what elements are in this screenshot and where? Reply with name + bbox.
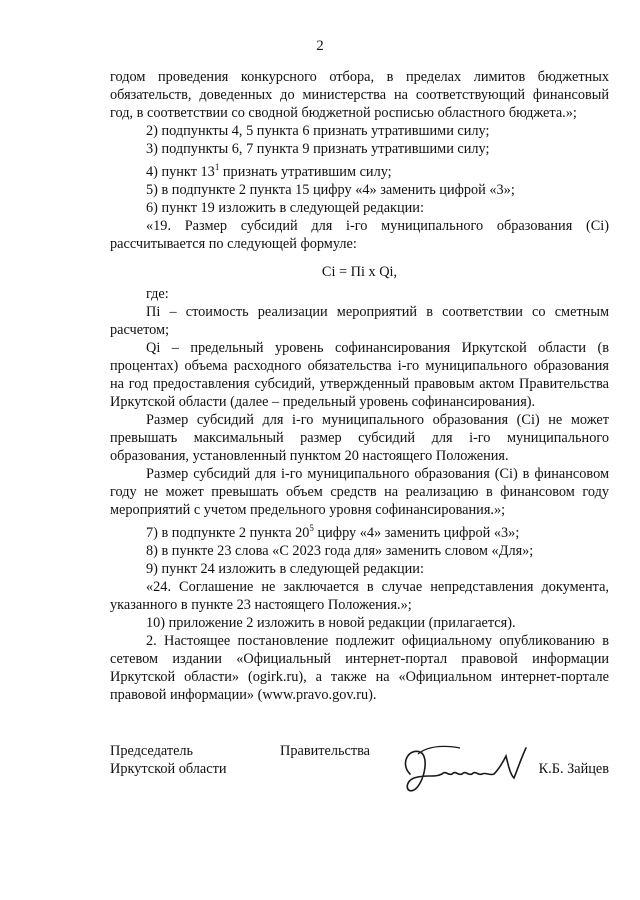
definition-p: Пi – стоимость реализации мероприятий в соответствии со сметным расчетом; (110, 303, 609, 338)
definition-q: Qi – предельный уровень софинансирования Иркутской области (в процентах) объема расходного обязательства i-го муниципального образования на год предоставления субсидий, утвержденный правовым актом Правительства Иркутской области (далее – предельный уровень софинансирования). (110, 339, 609, 410)
subsidy-year-paragraph: Размер субсидий для i-го муниципального образования (Сi) в финансовом году не может превышать объем средств на реализацию в финансовом году мероприятий с учетом предельного уровня софинансирования.»; (110, 465, 609, 518)
subitem-7-text: 7) в подпункте 2 пункта 20 (146, 524, 310, 541)
subitem-7 (110, 519, 609, 542)
signatory-title-word1: Председатель (110, 743, 194, 759)
subitem-4-text: 4) пункт 13 (146, 163, 215, 180)
signature-flourish (418, 746, 460, 754)
signatory-title-line1 (110, 742, 370, 760)
publication-clause: 2. Настоящее постановление подлежит официальному опубликованию в сетевом издании «Официальный интернет-портал правовой информации Иркутской области» (ogirk.ru), а также на «Официальном интернет-портале правовой информации» (www.pravo.gov.ru). (110, 632, 609, 703)
subitem-6: 6) пункт 19 изложить в следующей редакции: (146, 199, 424, 216)
subitem-3: 3) подпункты 6, 7 пункта 9 признать утратившими силу; (146, 141, 490, 157)
handwritten-signature (390, 734, 530, 804)
subitem-4 (110, 158, 609, 181)
subitem-4-text-end: признать утратившим силу; (222, 163, 392, 180)
signature-block (110, 742, 609, 822)
subitem-10: 10) приложение 2 изложить в новой редакции (прилагается). (146, 614, 516, 631)
subitem-7-text-end: цифру «4» заменить цифрой «3»; (317, 524, 520, 541)
subsidy-limit-paragraph: Размер субсидий для i-го муниципального образования (Сi) не может превышать максимальный размер субсидий для i-го муниципального образования, установленный пунктом 20 настоящего Положения. (110, 411, 609, 464)
document-body (110, 68, 609, 704)
subitem-5: 5) в подпункте 2 пункта 15 цифру «4» заменить цифрой «3»; (146, 181, 515, 198)
where-label: где: (146, 285, 169, 302)
subitem-8: 8) в пункте 23 слова «С 2023 года для» заменить словом «Для»; (146, 542, 534, 559)
superscript-20: 5 (309, 522, 314, 533)
clause-24: «24. Соглашение не заключается в случае непредставления документа, указанного в пункте 23 настоящего Положения.»; (110, 578, 609, 613)
signatory-title-word2: Правительства (280, 743, 370, 759)
signatory-name: К.Б. Зайцев (538, 761, 609, 777)
signature-stroke (405, 748, 526, 791)
paragraph-continuation: годом проведения конкурсного отбора, в пределах лимитов бюджетных обязательств, доведенных до министерства на соответствующий финансовый год, в соответствии со сводной бюджетной росписью областного бюджета.»; (110, 69, 609, 121)
signatory-title-line2: Иркутской области (110, 761, 227, 777)
page-number: 2 (316, 38, 324, 54)
clause-19-intro: «19. Размер субсидий для i-го муниципального образования (Сi) рассчитывается по следующей формуле: (110, 217, 609, 252)
signatory-title (110, 742, 370, 778)
subitem-9: 9) пункт 24 изложить в следующей редакции: (146, 560, 424, 577)
superscript-13: 1 (214, 162, 220, 172)
formula: Сi = Пi x Qi, (321, 263, 398, 280)
subitem-2: 2) подпункты 4, 5 пункта 6 признать утратившими силу; (146, 123, 490, 139)
